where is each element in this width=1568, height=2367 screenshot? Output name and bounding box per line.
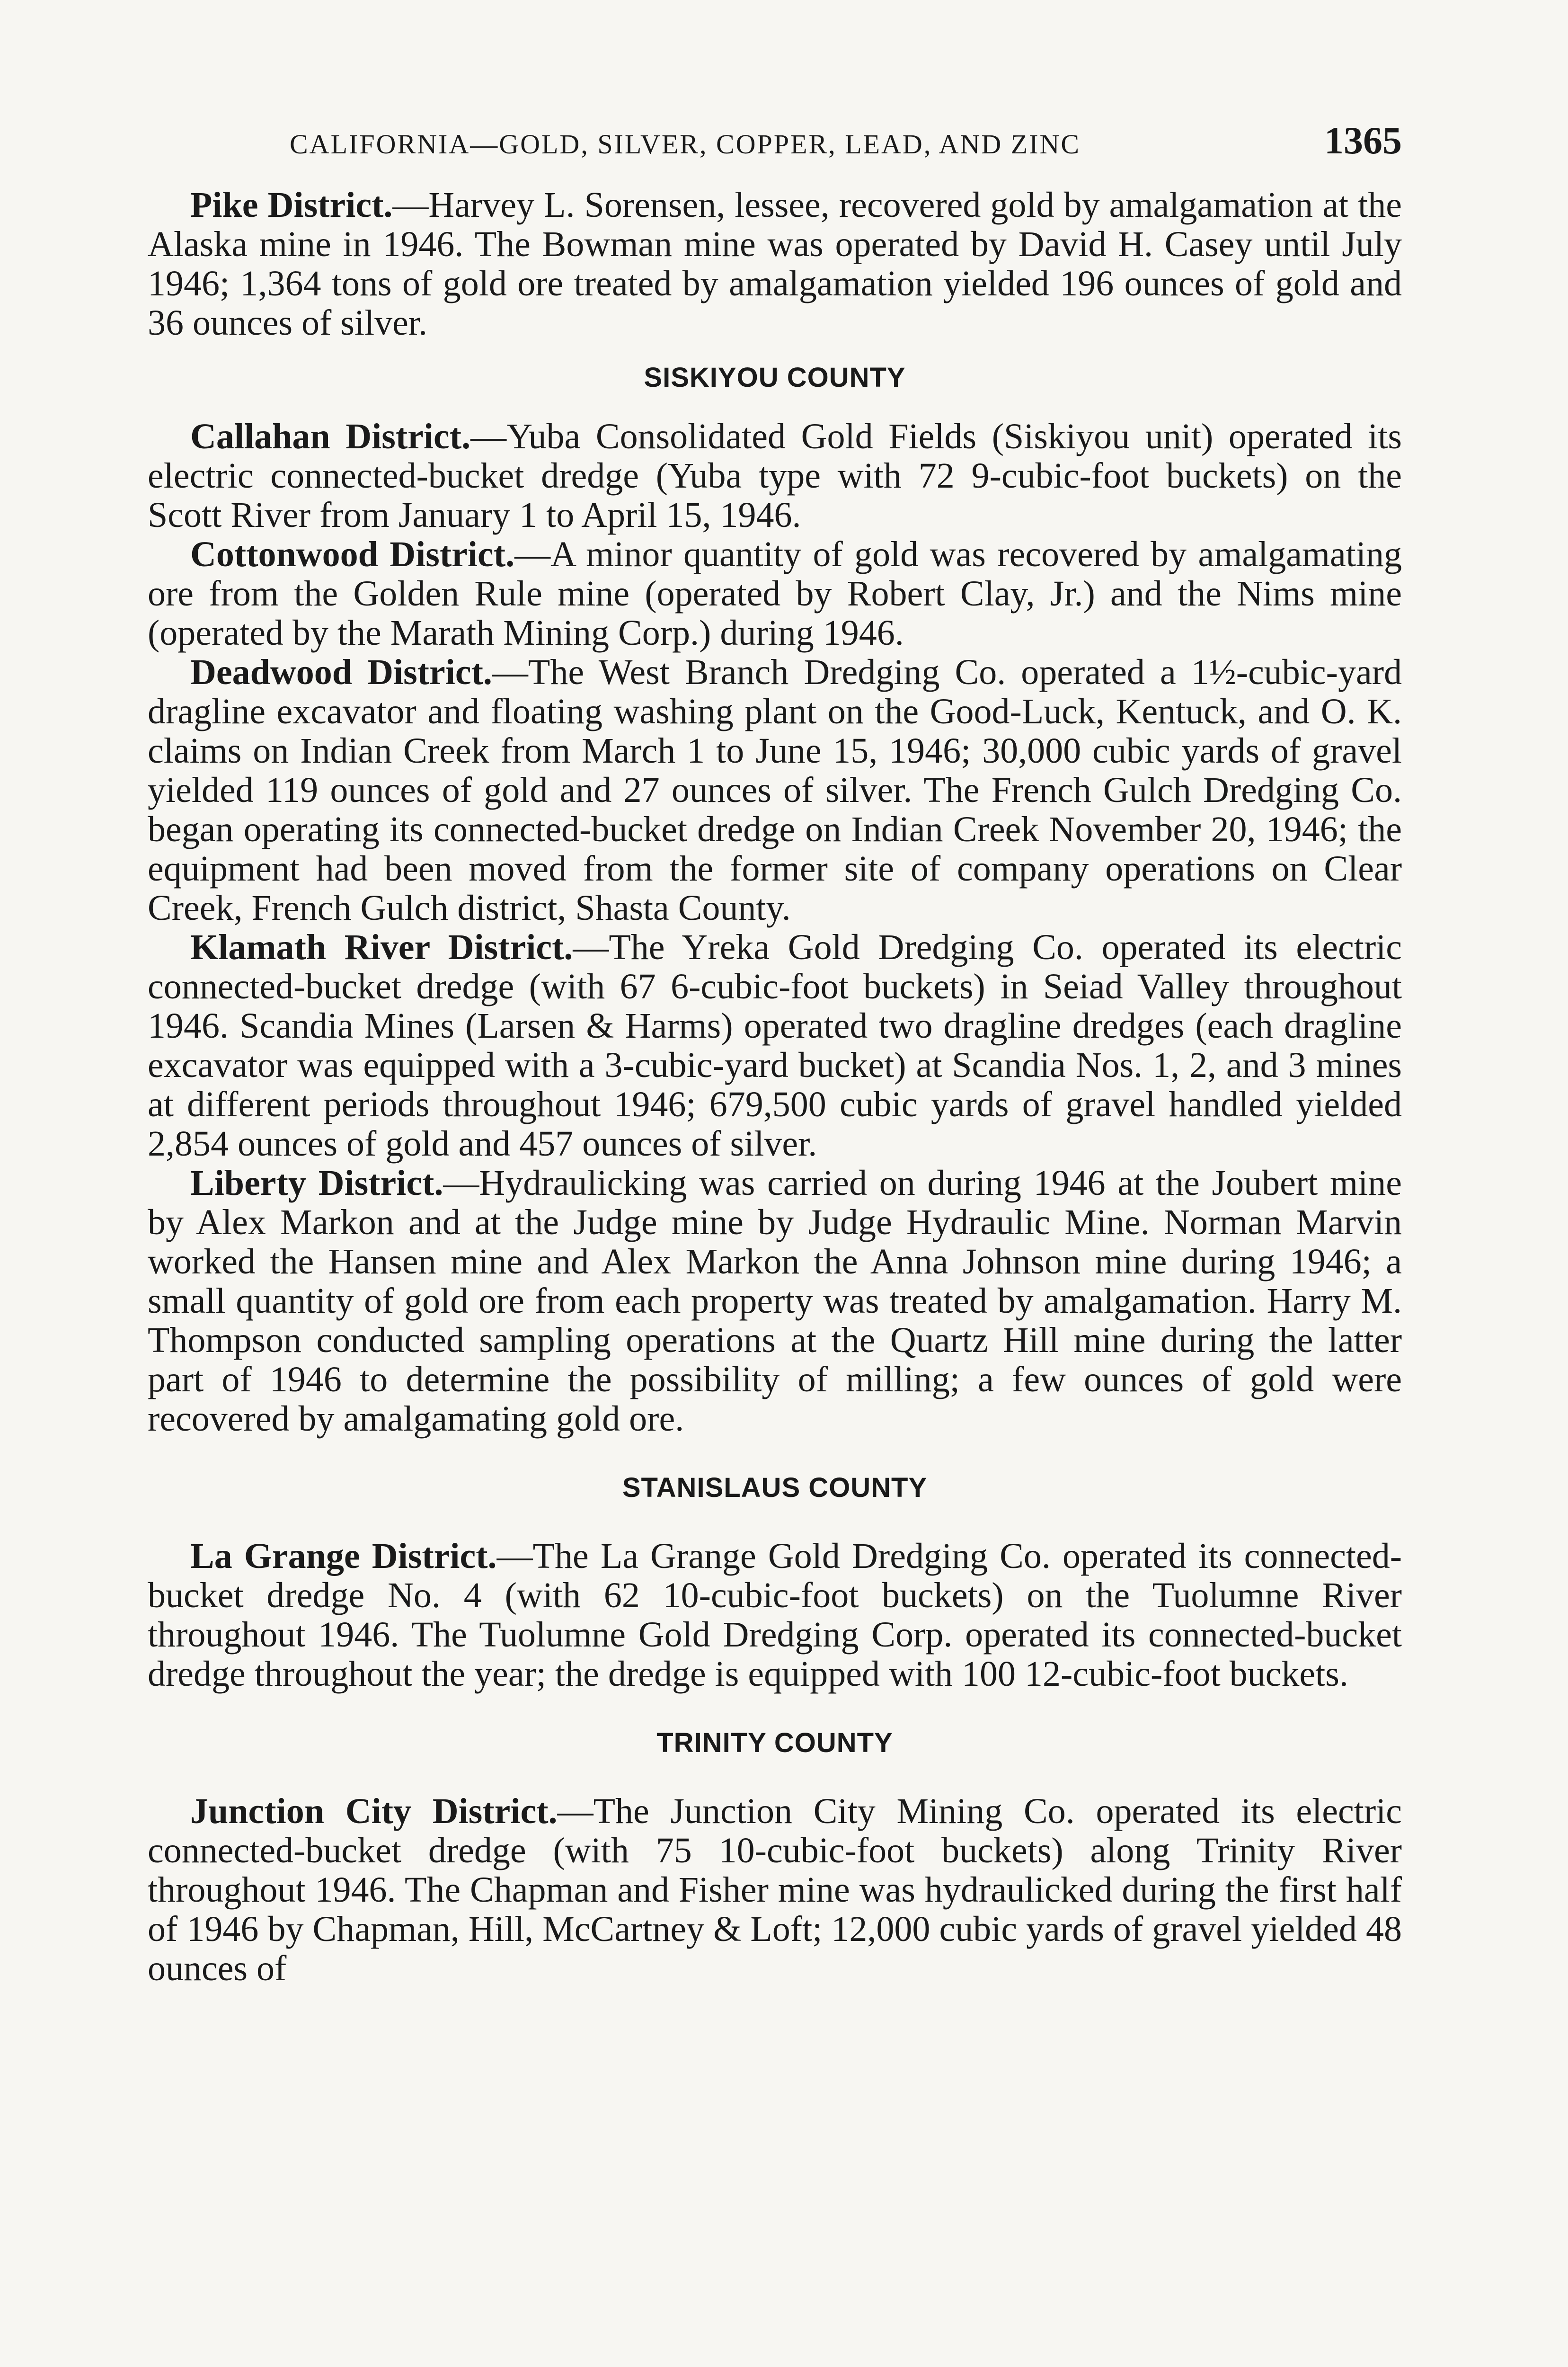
paragraph-callahan-district	[148, 417, 1402, 535]
paragraph-text: —Hydraulicking was carried on during 1946 at the Joubert mine by Alex Markon and at the Judge mine by Judge Hydraulic Mine. Norman Marvin worked the Hansen mine and Alex Markon the Anna Johnson mine during 1946; a small quantity of gold ore from each property was treated by amalgamation. Harry M. Thompson conducted sampling operations at the Quartz Hill mine during the latter part of 1946 to determine the possibility of milling; a few ounces of gold were recovered by amalgamating gold ore.	[148, 1163, 1402, 1439]
district-heading: Callahan District.	[190, 417, 471, 456]
district-heading: Deadwood District.	[190, 652, 492, 692]
district-heading: Liberty District.	[190, 1163, 443, 1203]
paragraph-klamath-river-district	[148, 928, 1402, 1164]
county-heading-trinity: TRINITY COUNTY	[656, 1727, 893, 1758]
paragraph-pike-district	[148, 186, 1402, 343]
paragraph-junction-city-district	[148, 1792, 1402, 1988]
paragraph-text: —Yuba Consolidated Gold Fields (Siskiyou unit) operated its electric connected-bucket dredge (Yuba type with 72 9-cubic-foot buckets) on the Scott River from January 1 to April 15, 1946.	[148, 417, 1402, 535]
paragraph-cottonwood-district	[148, 535, 1402, 653]
district-heading: Pike District.	[190, 185, 393, 225]
document-page	[148, 118, 1402, 1988]
district-heading: Klamath River District.	[190, 927, 573, 967]
running-head	[148, 118, 1402, 163]
paragraph-text: —A minor quantity of gold was recovered by amalgamating ore from the Golden Rule mine (operated by Robert Clay, Jr.) and the Nims mine (operated by the Marath Mining Corp.) during 1946.	[148, 534, 1402, 653]
page-number: 1365	[1324, 119, 1402, 162]
district-heading: Cottonwood District.	[190, 534, 515, 574]
district-heading: Junction City District.	[190, 1791, 558, 1831]
paragraph-deadwood-district	[148, 653, 1402, 928]
paragraph-text: —Harvey L. Sorensen, lessee, recovered gold by amalgamation at the Alaska mine in 1946. The Bowman mine was operated by David H. Casey until July 1946; 1,364 tons of gold ore treated by amalgamation yielded 196 ounces of gold and 36 ounces of silver.	[148, 185, 1402, 343]
paragraph-liberty-district	[148, 1164, 1402, 1439]
running-title: CALIFORNIA—GOLD, SILVER, COPPER, LEAD, AND ZINC	[290, 129, 1081, 160]
county-heading-stanislaus: STANISLAUS COUNTY	[622, 1472, 928, 1503]
county-heading-siskiyou: SISKIYOU COUNTY	[644, 362, 906, 393]
paragraph-text: —The West Branch Dredging Co. operated a 1½-cubic-yard dragline excavator and floating washing plant on the Good-Luck, Kentuck, and O. K. claims on Indian Creek from March 1 to June 15, 1946; 30,000 cubic yards of gravel yielded 119 ounces of gold and 27 ounces of silver. The French Gulch Dredging Co. began operating its connected-bucket dredge on Indian Creek November 20, 1946; the equipment had been moved from the former site of company operations on Clear Creek, French Gulch district, Shasta County.	[148, 652, 1402, 928]
paragraph-text: —The Junction City Mining Co. operated its electric connected-bucket dredge (with 75 10-cubic-foot buckets) along Trinity River throughout 1946. The Chapman and Fisher mine was hydraulicked during the first half of 1946 by Chapman, Hill, McCartney & Loft; 12,000 cubic yards of gravel yielded 48 ounces of	[148, 1791, 1402, 1988]
district-heading: La Grange District.	[190, 1536, 497, 1576]
paragraph-text: —The Yreka Gold Dredging Co. operated its electric connected-bucket dredge (with 67 6-cubic-foot buckets) in Seiad Valley throughout 1946. Scandia Mines (Larsen & Harms) operated two dragline dredges (each dragline excavator was equipped with a 3-cubic-yard bucket) at Scandia Nos. 1, 2, and 3 mines at different periods throughout 1946; 679,500 cubic yards of gravel handled yielded 2,854 ounces of gold and 457 ounces of silver.	[148, 927, 1402, 1164]
paragraph-text: —The La Grange Gold Dredging Co. operated its connected-bucket dredge No. 4 (with 62 10-cubic-foot buckets) on the Tuolumne River throughout 1946. The Tuolumne Gold Dredging Corp. operated its connected-bucket dredge throughout the year; the dredge is equipped with 100 12-cubic-foot buckets.	[148, 1536, 1402, 1694]
paragraph-la-grange-district	[148, 1537, 1402, 1694]
